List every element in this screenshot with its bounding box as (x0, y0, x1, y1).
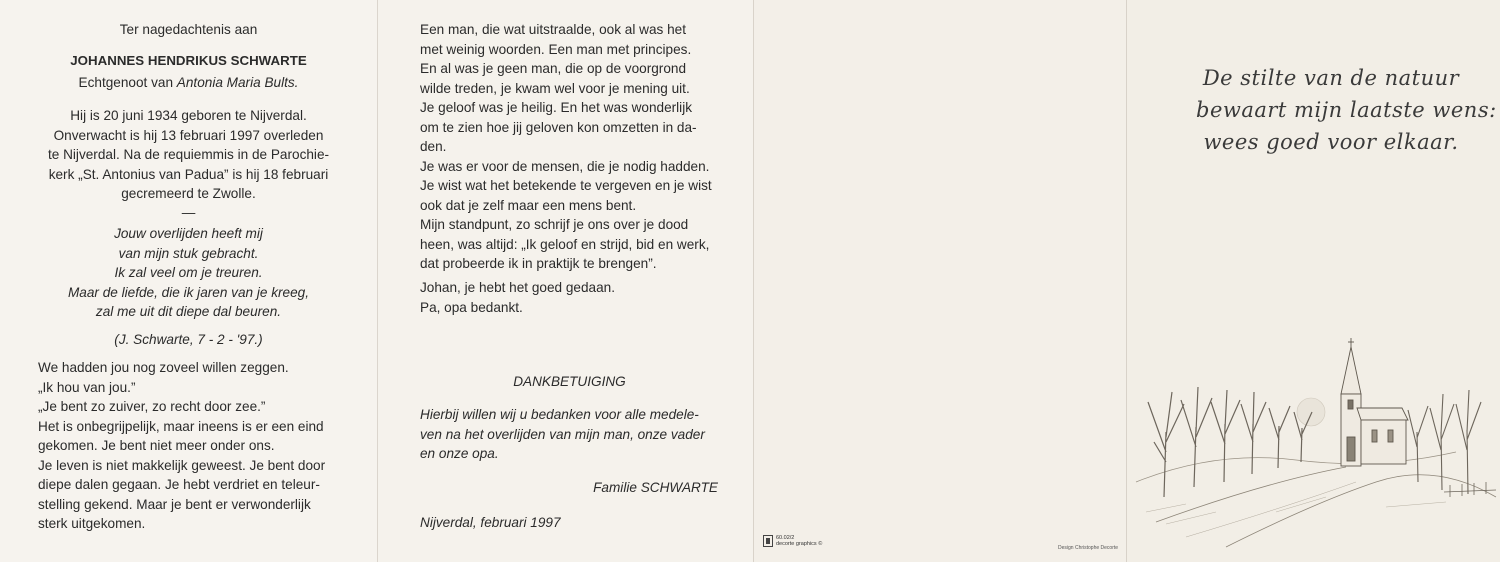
text-line: En al was je geen man, die op de voorgrond (420, 61, 687, 76)
text-line: met weinig woorden. Een man met principes. (420, 41, 692, 57)
tribute-continued (420, 20, 712, 274)
poem-credit: (J. Schwarte, 7 - 2 - '97.) (114, 332, 263, 347)
text-line: Je wist wat het betekende te vergeven en je wist (420, 178, 712, 193)
panel-left (0, 0, 377, 562)
text-line: „Je bent zo zuiver, zo recht door zee.” (38, 399, 266, 414)
bio-line: gecremeerd te Zwolle. (121, 186, 256, 201)
signature: Familie SCHWARTE (593, 480, 718, 495)
separator-dash: — (181, 205, 196, 220)
text-line: stelling gekend. Maar je bent er verwonderlijk (38, 496, 311, 512)
text-line: Een man, die wat uitstraalde, ook al was het (420, 22, 686, 37)
text-line: „Ik hou van jou.” (38, 379, 136, 395)
poem-line: zal me uit dit diepe dal beuren. (95, 304, 282, 319)
heading: Ter nagedachtenis aan (119, 22, 258, 37)
spouse-line (0, 73, 377, 93)
publisher-mark (776, 535, 822, 547)
thanks-line: Hierbij willen wij u bedanken voor alle medele- (420, 407, 699, 422)
bio-line: kerk „St. Antonius van Padua” is hij 18 februari (48, 166, 329, 182)
verse (1196, 62, 1497, 158)
tribute-text (38, 358, 325, 534)
bio-block (0, 106, 377, 204)
closing-line: Johan, je hebt het goed gedaan. (420, 280, 616, 295)
text-line: Je geloof was je heilig. En het was wonderlijk (420, 100, 693, 115)
text-line: sterk uitgekomen. (38, 516, 146, 531)
thanks-text (420, 405, 705, 464)
panel-middle-left (377, 0, 753, 562)
fold-line (1126, 0, 1127, 562)
decorte-logo-icon (763, 535, 773, 547)
deceased-name: JOHANNES HENDRIKUS SCHWARTE (70, 53, 307, 68)
text-line: ook dat je zelf maar een mens bent. (420, 197, 637, 213)
text-line: diepe dalen gegaan. Je hebt verdriet en teleur- (38, 477, 320, 492)
text-line: om te zien hoe jij geloven kon omzetten in da- (420, 119, 697, 135)
text-line: den. (420, 139, 447, 154)
publisher-name: decorte graphics © (776, 541, 823, 547)
thanks-line: ven na het overlijden van mijn man, onze vader (420, 426, 705, 442)
poem-line: van mijn stuk gebracht. (118, 245, 259, 261)
text-line: heen, was altijd: „Ik geloof en strijd, bid en werk, (420, 236, 710, 252)
spouse-name: Antonia Maria Bults. (176, 75, 299, 90)
panel-middle-right (753, 0, 1126, 562)
verse-line: De stilte van de natuur (1202, 66, 1460, 90)
spouse-prefix: Echtgenoot van (78, 75, 174, 90)
chapel-landscape-illustration (1126, 332, 1500, 562)
panel-right (1058, 0, 1500, 562)
place-date: Nijverdal, februari 1997 (420, 515, 561, 530)
text-line: Mijn standpunt, zo schrijf je ons over je dood (420, 217, 689, 232)
verse-line: bewaart mijn laatste wens: (1196, 98, 1497, 122)
text-line: wilde treden, je kwam wel voor je mening uit. (420, 80, 690, 96)
poem (0, 224, 377, 322)
text-line: Het is onbegrijpelijk, maar ineens is er een eind (38, 418, 324, 434)
verse-line: wees goed voor elkaar. (1203, 130, 1459, 154)
design-credit: Design Christophe Decorte (1058, 545, 1119, 551)
poem-line: Ik zal veel om je treuren. (114, 265, 263, 280)
text-line: gekomen. Je bent niet meer onder ons. (38, 438, 275, 453)
product-code: 60.02/2 (776, 535, 795, 541)
text-line: dat probeerde ik in praktijk te brengen”. (420, 256, 657, 271)
bio-line: te Nijverdal. Na de requiemmis in de Parochie- (47, 147, 330, 162)
fold-line (753, 0, 754, 562)
bio-line: Hij is 20 juni 1934 geboren te Nijverdal. (70, 108, 307, 123)
text-line: Je leven is niet makkelijk geweest. Je bent door (38, 457, 326, 473)
fold-line (377, 0, 378, 562)
poem-line: Maar de liefde, die ik jaren van je kreeg, (67, 284, 310, 300)
text-line: We hadden jou nog zoveel willen zeggen. (38, 360, 289, 375)
poem-line: Jouw overlijden heeft mij (114, 226, 263, 241)
closing-line: Pa, opa bedankt. (420, 299, 523, 315)
closing (420, 278, 615, 317)
bio-line: Onverwacht is hij 13 februari 1997 overleden (53, 127, 324, 143)
thanks-heading: DANKBETUIGING (513, 374, 626, 389)
text-line: Je was er voor de mensen, die je nodig hadden. (420, 158, 710, 174)
thanks-line: en onze opa. (420, 446, 499, 461)
